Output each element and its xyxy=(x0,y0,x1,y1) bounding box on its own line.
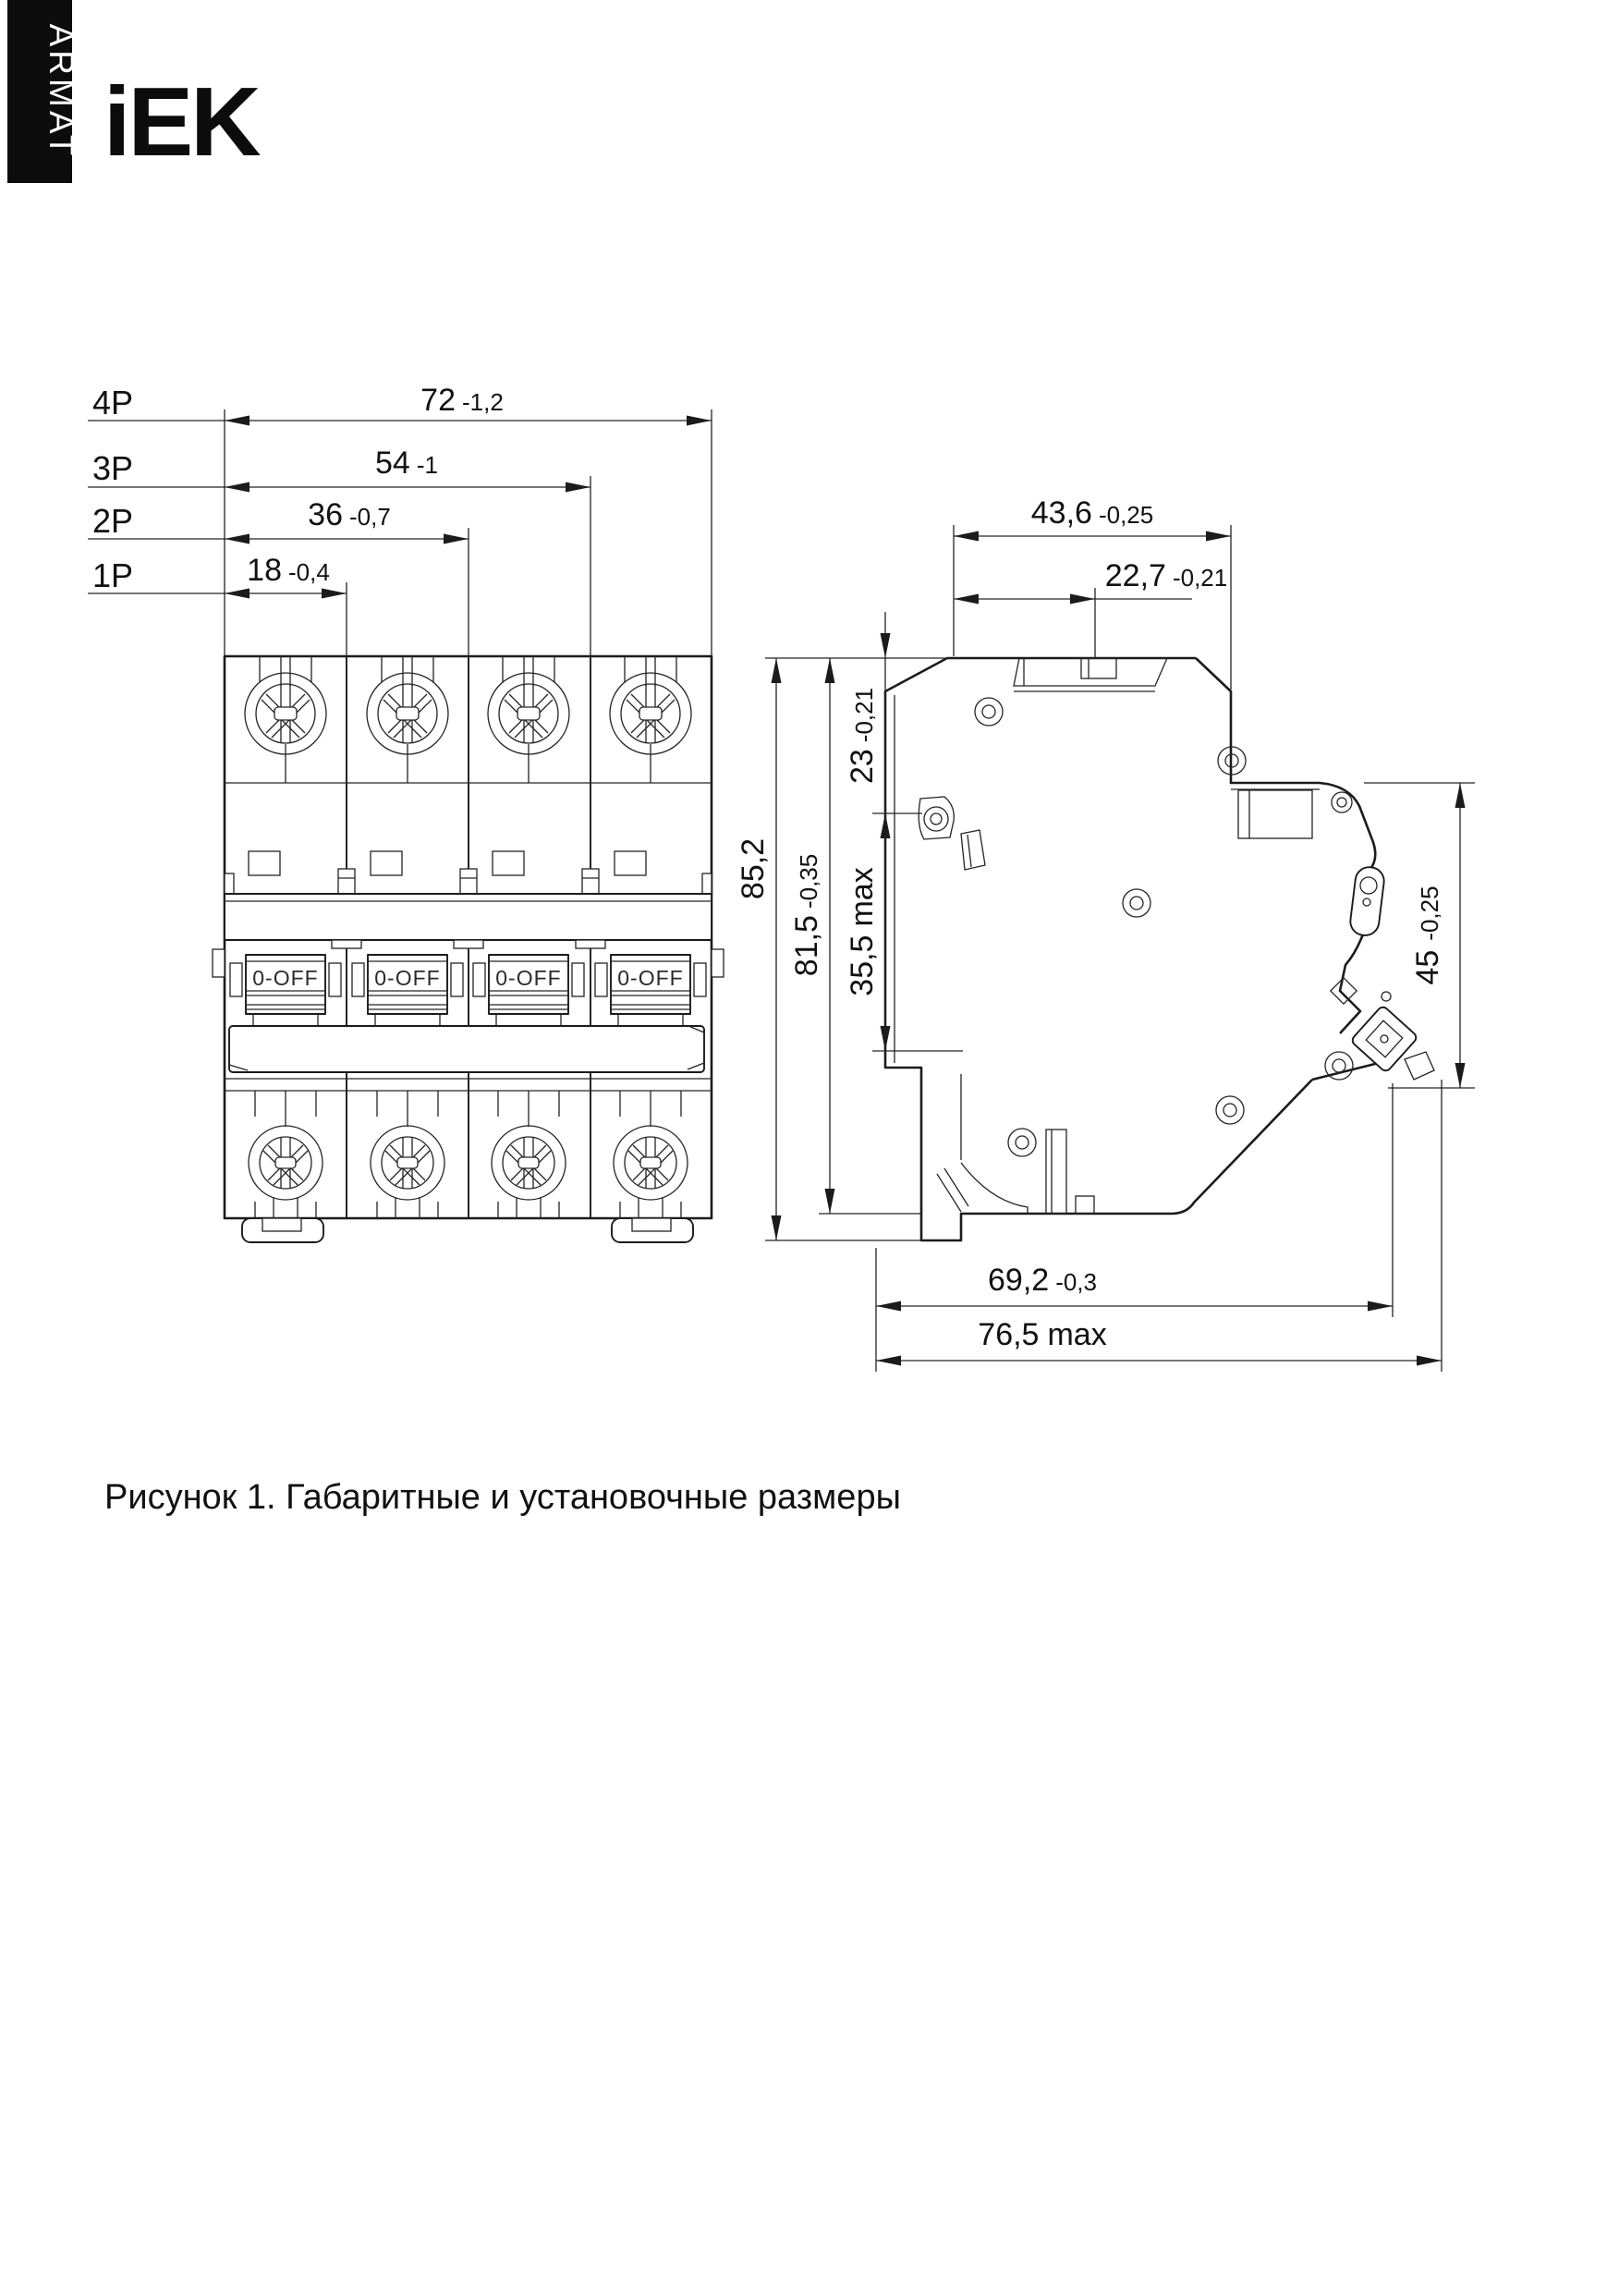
rivet-icon xyxy=(1216,1096,1244,1124)
rivet-icon xyxy=(975,698,1003,726)
dim-front-face-45 xyxy=(1410,783,1466,1088)
svg-text:43,6-0,25: 43,6 -0,25 xyxy=(1030,495,1154,531)
dim-value-54: 54 -1 xyxy=(375,446,438,481)
side-view xyxy=(885,658,1434,1240)
dim-2p-36 xyxy=(88,497,469,544)
divider-peg xyxy=(460,869,477,894)
dim-depth-69-2 xyxy=(876,1263,1393,1312)
handle-off-label: 0-OFF xyxy=(374,966,441,990)
mounting-ear xyxy=(919,797,985,870)
svg-text:35,5max: 35,5max xyxy=(845,867,880,996)
pole-tab xyxy=(371,851,402,875)
pole-label-4p: 4P xyxy=(92,384,134,421)
din-clip xyxy=(242,1218,323,1242)
dim-body-height-81-5 xyxy=(789,658,835,1214)
svg-text:22,7-0,21: 22,7 -0,21 xyxy=(1104,558,1228,593)
divider-peg xyxy=(582,869,599,894)
din-clip xyxy=(612,1218,693,1242)
terminal-clamp-side xyxy=(1350,1005,1434,1080)
handle-off-label: 0-OFF xyxy=(252,966,319,990)
dim-overall-height-85-2 xyxy=(736,658,782,1240)
pole-label-1p: 1P xyxy=(92,556,134,594)
dim-handle-zone-35-5 xyxy=(845,867,891,1051)
pole-tab xyxy=(493,851,524,875)
dim-value-72: 72 -1,2 xyxy=(420,383,504,418)
iek-logo: iEK xyxy=(103,67,259,177)
dim-1p-18 xyxy=(88,553,347,599)
pole-label-3p: 3P xyxy=(92,449,134,487)
handle-off-label: 0-OFF xyxy=(495,966,562,990)
armat-vertical-label: ARMAT xyxy=(43,23,80,160)
rivet-icon xyxy=(1325,1052,1353,1080)
svg-text:69,2-0,3: 69,2 -0,3 xyxy=(988,1263,1097,1298)
svg-text:45-0,25: 45-0,25 xyxy=(1410,885,1445,985)
dim-top-width-43-6 xyxy=(954,495,1231,542)
svg-text:76,5max: 76,5 max xyxy=(978,1317,1107,1352)
pole-label-2p: 2P xyxy=(92,502,134,540)
toggle-handle-side xyxy=(1349,865,1386,936)
breaker-body-side xyxy=(885,658,1312,1240)
figure-caption: Рисунок 1. Габаритные и установочные размеры xyxy=(104,1478,901,1517)
handle-interlock-bar xyxy=(229,1026,704,1072)
front-view xyxy=(213,656,724,1242)
page-header xyxy=(7,0,261,183)
divider-peg xyxy=(338,869,355,894)
pole-tab xyxy=(249,851,280,875)
dim-value-18: 18 -0,4 xyxy=(247,553,330,588)
dim-3p-54 xyxy=(88,446,590,493)
dim-4p-72 xyxy=(88,383,712,426)
svg-text:85,2: 85,2 xyxy=(736,837,771,900)
svg-text:81,5-0,35: 81,5-0,35 xyxy=(789,853,824,977)
rivet-icon xyxy=(1123,889,1150,917)
handle-off-label: 0-OFF xyxy=(617,966,684,990)
rivet-icon xyxy=(1008,1129,1036,1156)
dim-din-offset-22-7 xyxy=(954,558,1227,605)
dim-value-36: 36 -0,7 xyxy=(308,497,391,532)
dim-overall-depth-76-5 xyxy=(876,1317,1442,1366)
pole-tab xyxy=(615,851,646,875)
front-view-dimensions xyxy=(88,383,712,656)
svg-text:23-0,21: 23-0,21 xyxy=(845,687,880,785)
